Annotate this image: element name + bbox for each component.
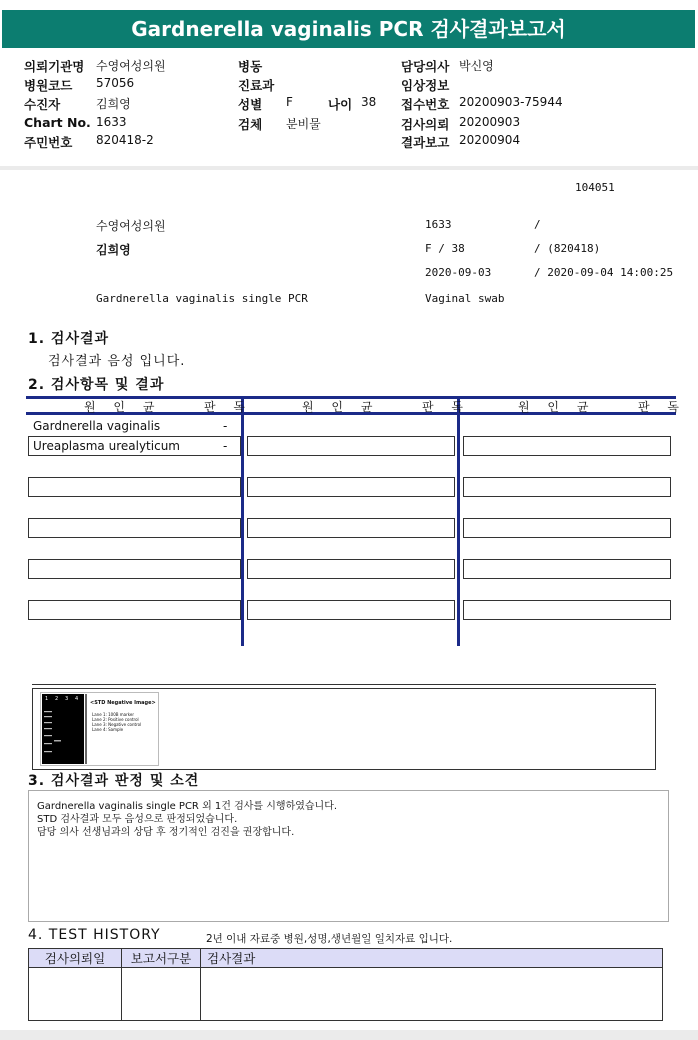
receipt-no-value: 20200903-75944 bbox=[459, 95, 563, 109]
doctor-label: 담당의사 bbox=[401, 59, 450, 74]
history-col-report-type: 보고서구분 bbox=[122, 949, 201, 968]
col-judgement-2: 판 독 bbox=[422, 400, 470, 414]
rrn-label: 주민번호 bbox=[24, 135, 73, 150]
report-header-panel bbox=[0, 0, 698, 166]
sheet-request-date: 2020-09-03 bbox=[425, 266, 492, 279]
opinion-line: STD 검사결과 모두 음성으로 판정되었습니다. bbox=[37, 814, 238, 825]
sheet-report-datetime: / 2020-09-04 14:00:25 bbox=[534, 266, 674, 279]
report-label: 결과보고 bbox=[401, 135, 450, 150]
ward-label: 병동 bbox=[238, 59, 263, 74]
gel-legend-item: Lane 3: Negative control bbox=[92, 722, 142, 727]
chart-no-value: 1633 bbox=[96, 115, 127, 129]
report-title: Gardnerella vaginalis PCR 검사결과보고서 bbox=[2, 10, 695, 48]
chart-no-label: Chart No. bbox=[24, 115, 91, 130]
institution-label: 의뢰기관명 bbox=[24, 59, 85, 74]
col-judgement-1: 판 독 bbox=[204, 400, 252, 414]
test-history-table bbox=[28, 948, 663, 1021]
rrn-value: 820418-2 bbox=[96, 133, 154, 147]
results-divider-1 bbox=[241, 396, 244, 646]
col-organism-2: 원 인 균 bbox=[302, 400, 380, 414]
request-date-value: 20200903 bbox=[459, 115, 521, 129]
request-label: 검사의뢰 bbox=[401, 117, 450, 132]
report-date-value: 20200904 bbox=[459, 133, 521, 147]
col-organism-3: 원 인 균 bbox=[518, 400, 596, 414]
specimen-value: 분비물 bbox=[286, 117, 321, 131]
section4-heading: 4. TEST HISTORY bbox=[28, 927, 161, 943]
section1-result-text: 검사결과 음성 입니다. bbox=[48, 354, 186, 369]
receipt-no-label: 접수번호 bbox=[401, 97, 450, 112]
gel-lane-2: 2 bbox=[55, 696, 59, 702]
sheet-birth: / (820418) bbox=[534, 242, 601, 255]
clinical-info-label: 임상정보 bbox=[401, 78, 450, 93]
sheet-clinic: 수영여성의원 bbox=[96, 219, 166, 233]
empty-result-cell bbox=[247, 477, 455, 497]
empty-result-cell bbox=[463, 518, 671, 538]
history-cell bbox=[201, 968, 663, 1021]
empty-result-cell bbox=[463, 600, 671, 620]
opinion-box bbox=[28, 790, 669, 922]
sheet-chart-no: 1633 bbox=[425, 218, 452, 231]
empty-result-cell bbox=[28, 477, 241, 497]
result-row bbox=[28, 416, 240, 436]
patient-label: 수진자 bbox=[24, 97, 61, 112]
sheet-sex-age: F / 38 bbox=[425, 242, 465, 255]
history-header-row bbox=[29, 949, 663, 968]
history-note: 2년 이내 자료중 병원,성명,생년월일 일치자료 입니다. bbox=[206, 933, 453, 945]
empty-result-cell bbox=[247, 436, 455, 456]
doctor-value: 박신영 bbox=[459, 59, 494, 73]
gel-lane-3: 3 bbox=[65, 696, 69, 702]
empty-result-cell bbox=[247, 559, 455, 579]
gel-lane-1: 1 bbox=[45, 696, 52, 702]
result-row bbox=[28, 436, 241, 456]
gel-image bbox=[40, 692, 159, 766]
col-organism-1: 원 인 균 bbox=[84, 400, 162, 414]
hospital-code-label: 병원코드 bbox=[24, 78, 73, 93]
age-label: 나이 bbox=[328, 97, 353, 112]
judgement-value: - bbox=[223, 419, 228, 433]
gel-legend-item: Lane 1: 100B marker bbox=[92, 712, 135, 717]
empty-result-cell bbox=[28, 600, 241, 620]
empty-result-cell bbox=[28, 518, 241, 538]
institution-value: 수영여성의원 bbox=[96, 59, 166, 73]
organism-name: Gardnerella vaginalis bbox=[33, 419, 161, 433]
empty-result-cell bbox=[247, 600, 455, 620]
sex-value: F bbox=[286, 95, 293, 109]
empty-result-cell bbox=[463, 436, 671, 456]
department-label: 진료과 bbox=[238, 78, 275, 93]
section1-heading: 1. 검사결과 bbox=[28, 331, 110, 347]
patient-value: 김희영 bbox=[96, 97, 131, 111]
empty-result-cell bbox=[463, 477, 671, 497]
history-col-request-date: 검사의뢰일 bbox=[29, 949, 122, 968]
image-top-rule bbox=[32, 684, 656, 685]
opinion-line: Gardnerella vaginalis single PCR 외 1건 검사를 시행하였습니다. bbox=[37, 801, 338, 812]
opinion-line: 담당 의사 선생님과의 상담 후 정기적인 검진을 권장합니다. bbox=[37, 827, 295, 838]
gel-image-title: <STD Negative Image> bbox=[90, 700, 156, 706]
sheet-specimen: Vaginal swab bbox=[425, 292, 505, 305]
hospital-code-value: 57056 bbox=[96, 76, 135, 90]
gel-legend-item: Lane 2: Positive control bbox=[92, 717, 139, 722]
specimen-label: 검체 bbox=[238, 117, 263, 132]
results-divider-2 bbox=[457, 396, 460, 646]
history-col-result: 검사결과 bbox=[201, 949, 663, 968]
gel-image-panel bbox=[32, 688, 656, 770]
history-cell bbox=[29, 968, 122, 1021]
organism-name: Ureaplasma urealyticum bbox=[33, 439, 180, 453]
judgement-value: - bbox=[223, 439, 228, 453]
section3-heading: 3. 검사결과 판정 및 소견 bbox=[28, 773, 200, 789]
gel-legend-item: Lane 4: Sample bbox=[92, 727, 124, 732]
gel-lane-4: 4 bbox=[75, 696, 79, 702]
history-empty-row bbox=[29, 968, 663, 1021]
empty-result-cell bbox=[247, 518, 455, 538]
sheet-patient: 김희영 bbox=[96, 243, 131, 257]
history-cell bbox=[122, 968, 201, 1021]
section2-heading: 2. 검사항목 및 결과 bbox=[28, 377, 165, 393]
sex-label: 성별 bbox=[238, 97, 263, 112]
empty-result-cell bbox=[28, 559, 241, 579]
col-judgement-3: 판 독 bbox=[638, 400, 686, 414]
empty-result-cell bbox=[463, 559, 671, 579]
report-number: 104051 bbox=[575, 181, 615, 194]
sheet-test-name: Gardnerella vaginalis single PCR bbox=[96, 292, 308, 305]
report-sheet bbox=[0, 170, 698, 1030]
age-value: 38 bbox=[361, 95, 377, 109]
sheet-slash: / bbox=[534, 218, 541, 231]
